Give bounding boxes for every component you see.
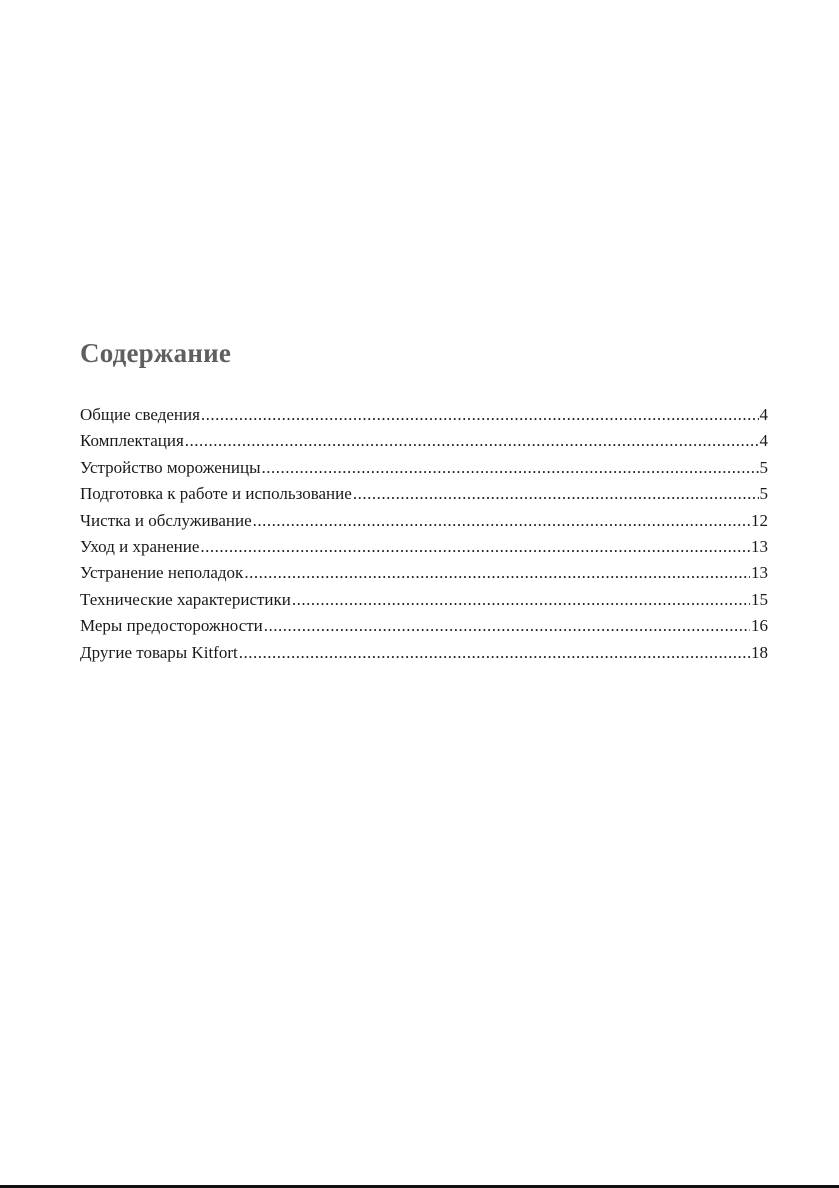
- toc-entry-title: Подготовка к работе и использование: [80, 484, 352, 504]
- toc-dot-leader: [239, 640, 750, 666]
- toc-dot-leader: [244, 560, 750, 586]
- toc-entry-title: Технические характеристики: [80, 589, 291, 609]
- toc-entry-device-design[interactable]: [80, 455, 768, 481]
- toc-entry-title: Устройство мороженицы: [80, 457, 261, 477]
- toc-dot-leader: [353, 481, 759, 507]
- toc-entry-safety-precautions[interactable]: [80, 613, 768, 639]
- toc-entry-general-info[interactable]: [80, 402, 768, 428]
- toc-dot-leader: [292, 587, 750, 613]
- toc-entry-title: Чистка и обслуживание: [80, 510, 252, 530]
- toc-entry-title: Комплектация: [80, 431, 184, 451]
- toc-dot-leader: [262, 455, 759, 481]
- toc-entry-title: Устранение неполадок: [80, 563, 244, 583]
- toc-dot-leader: [200, 534, 750, 560]
- toc-entry-other-products[interactable]: [80, 640, 768, 666]
- toc-entry-title: Общие сведения: [80, 405, 200, 424]
- toc-entry-title: Другие товары Kitfort: [80, 642, 238, 662]
- page-title: Содержание: [80, 338, 232, 368]
- toc-dot-leader: [201, 402, 759, 428]
- toc-entry-care-and-storage[interactable]: [80, 534, 768, 560]
- toc-dot-leader: [253, 508, 750, 534]
- toc-entry-page: 13: [751, 536, 768, 556]
- toc-entry-page: 4: [759, 405, 768, 424]
- toc-entry-page: 5: [759, 457, 768, 477]
- toc-entry-title: Меры предосторожности: [80, 616, 263, 636]
- toc-entry-page: 13: [751, 563, 768, 583]
- toc-entry-page: 4: [759, 431, 768, 451]
- table-of-contents: [80, 402, 768, 666]
- toc-entry-page: 12: [751, 510, 768, 530]
- toc-entry-page: 18: [751, 642, 768, 662]
- toc-entry-specifications[interactable]: [80, 587, 768, 613]
- toc-entry-title: Уход и хранение: [80, 536, 200, 556]
- toc-dot-leader: [264, 613, 750, 639]
- toc-dot-leader: [185, 428, 759, 454]
- toc-entry-page: 15: [751, 589, 768, 609]
- toc-entry-cleaning-and-maintenance[interactable]: [80, 508, 768, 534]
- toc-entry-page: 16: [751, 616, 768, 636]
- toc-entry-package-contents[interactable]: [80, 428, 768, 454]
- toc-entry-troubleshooting[interactable]: [80, 560, 768, 586]
- toc-entry-page: 5: [759, 484, 768, 504]
- toc-entry-preparation-and-use[interactable]: [80, 481, 768, 507]
